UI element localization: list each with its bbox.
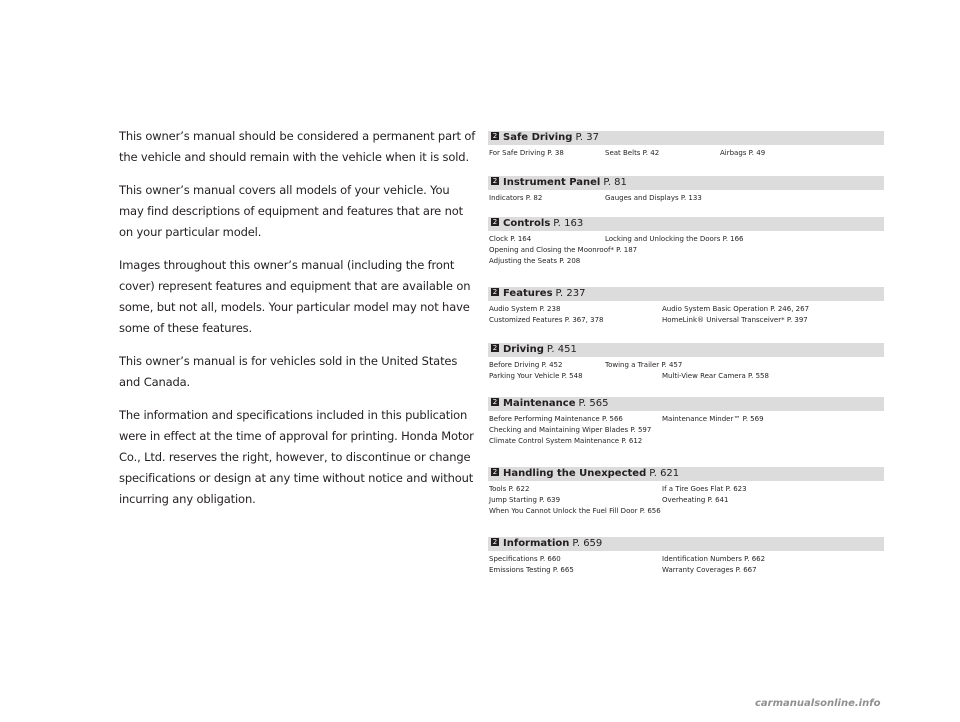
toc-link[interactable]: Customized Features P. 367, 378 <box>489 316 604 324</box>
toc-link[interactable]: Warranty Coverages P. 667 <box>662 566 757 574</box>
toc-section-title: Maintenance <box>503 398 576 409</box>
page-reference-arrow-icon: 2 <box>492 398 498 406</box>
page-reference-arrow-icon: 2 <box>492 288 498 296</box>
toc-section-information <box>488 537 884 577</box>
toc-section-header[interactable] <box>488 131 884 145</box>
toc-link[interactable]: Before Driving P. 452 <box>489 361 563 369</box>
toc-section-header[interactable] <box>488 176 884 190</box>
toc-section-title: Instrument Panel <box>503 177 601 188</box>
toc-section-header[interactable] <box>488 397 884 411</box>
toc-section-title: Driving <box>503 344 544 355</box>
toc-section-instrument-panel <box>488 176 884 217</box>
toc-link[interactable]: Multi-View Rear Camera P. 558 <box>662 372 769 380</box>
toc-link[interactable]: When You Cannot Unlock the Fuel Fill Door P. 656 <box>489 507 661 515</box>
page-reference-arrow-icon: 2 <box>492 538 498 546</box>
page-reference-arrow-icon: 2 <box>492 177 498 185</box>
toc-section-page: P. 37 <box>575 132 600 143</box>
toc-link[interactable]: For Safe Driving P. 38 <box>489 149 564 157</box>
toc-link[interactable]: Specifications P. 660 <box>489 555 561 563</box>
toc-section-header[interactable] <box>488 217 884 231</box>
toc-link[interactable]: Audio System Basic Operation P. 246, 267 <box>662 305 810 313</box>
toc-section-header[interactable] <box>488 467 884 481</box>
toc-section-features <box>488 287 884 343</box>
toc-link[interactable]: Before Performing Maintenance P. 566 <box>489 415 623 423</box>
intro-paragraph: The information and specifications included in this publication were in effect at the time of approval for printing. Honda Motor Co., Ltd. reserves the right, however, to discontinue or change specifications or design at any time without notice and without incurring any obligation. <box>119 408 474 506</box>
toc-section-maintenance <box>488 397 884 467</box>
intro-paragraph: This owner’s manual is for vehicles sold in the United States and Canada. <box>119 354 458 389</box>
toc-link[interactable]: Adjusting the Seats P. 208 <box>489 257 581 265</box>
intro-paragraph: This owner’s manual covers all models of your vehicle. You may find descriptions of equipment and features that are not on your particular model. <box>119 183 463 239</box>
toc-section-title: Controls <box>503 218 551 229</box>
page-reference-arrow-icon: 2 <box>492 218 498 226</box>
toc-section-safe-driving <box>488 131 884 176</box>
toc-link[interactable]: Overheating P. 641 <box>662 496 729 504</box>
toc-section-page: P. 565 <box>578 398 609 409</box>
toc-section-page: P. 237 <box>555 288 586 299</box>
toc-link[interactable]: Clock P. 164 <box>489 235 532 243</box>
toc-link[interactable]: Parking Your Vehicle P. 548 <box>489 372 583 380</box>
toc-link[interactable]: Locking and Unlocking the Doors P. 166 <box>605 235 744 243</box>
page-reference-arrow-icon: 2 <box>492 132 498 140</box>
toc-link[interactable]: HomeLink® Universal Transceiver* P. 397 <box>662 316 808 324</box>
toc-link[interactable]: Checking and Maintaining Wiper Blades P. 597 <box>489 426 652 434</box>
toc-link[interactable]: Maintenance Minder™ P. 569 <box>662 415 764 423</box>
intro-paragraph: This owner’s manual should be considered a permanent part of the vehicle and should remain with the vehicle when it is sold. <box>119 129 476 164</box>
page-reference-arrow-icon: 2 <box>492 468 498 476</box>
toc-link[interactable]: Indicators P. 82 <box>489 194 543 202</box>
toc-section-header[interactable] <box>488 537 884 551</box>
toc-link[interactable]: Audio System P. 238 <box>489 305 561 313</box>
table-of-contents <box>488 131 884 577</box>
toc-section-page: P. 451 <box>546 344 577 355</box>
toc-link[interactable]: Climate Control System Maintenance P. 612 <box>489 437 643 445</box>
toc-section-controls <box>488 217 884 287</box>
toc-section-page: P. 659 <box>572 538 603 549</box>
toc-section-header[interactable] <box>488 287 884 301</box>
toc-link[interactable]: Opening and Closing the Moonroof* P. 187 <box>489 246 638 254</box>
toc-link[interactable]: Identification Numbers P. 662 <box>662 555 766 563</box>
toc-link[interactable]: Tools P. 622 <box>489 485 530 493</box>
toc-link[interactable]: Emissions Testing P. 665 <box>489 566 574 574</box>
toc-section-handling-the-unexpected <box>488 467 884 537</box>
intro-text-block <box>119 126 477 522</box>
toc-section-page: P. 621 <box>649 468 680 479</box>
toc-section-driving <box>488 343 884 397</box>
page-reference-arrow-icon: 2 <box>492 344 498 352</box>
toc-link[interactable]: Towing a Trailer P. 457 <box>605 361 683 369</box>
toc-link[interactable]: Airbags P. 49 <box>720 149 766 157</box>
toc-section-title: Features <box>503 288 553 299</box>
toc-section-title: Safe Driving <box>503 132 573 143</box>
toc-section-header[interactable] <box>488 343 884 357</box>
toc-section-title: Information <box>503 538 570 549</box>
toc-link[interactable]: Seat Belts P. 42 <box>605 149 660 157</box>
toc-link[interactable]: Gauges and Displays P. 133 <box>605 194 702 202</box>
intro-paragraph: Images throughout this owner’s manual (including the front cover) represent features and equipment that are available on some, but not all, models. Your particular model may not have some of these features. <box>119 258 471 335</box>
toc-section-page: P. 163 <box>553 218 584 229</box>
watermark: carmanualsonline.info <box>755 698 881 709</box>
toc-section-page: P. 81 <box>603 177 627 188</box>
toc-link[interactable]: Jump Starting P. 639 <box>489 496 561 504</box>
toc-link[interactable]: If a Tire Goes Flat P. 623 <box>662 485 747 493</box>
toc-section-title: Handling the Unexpected <box>503 468 647 479</box>
